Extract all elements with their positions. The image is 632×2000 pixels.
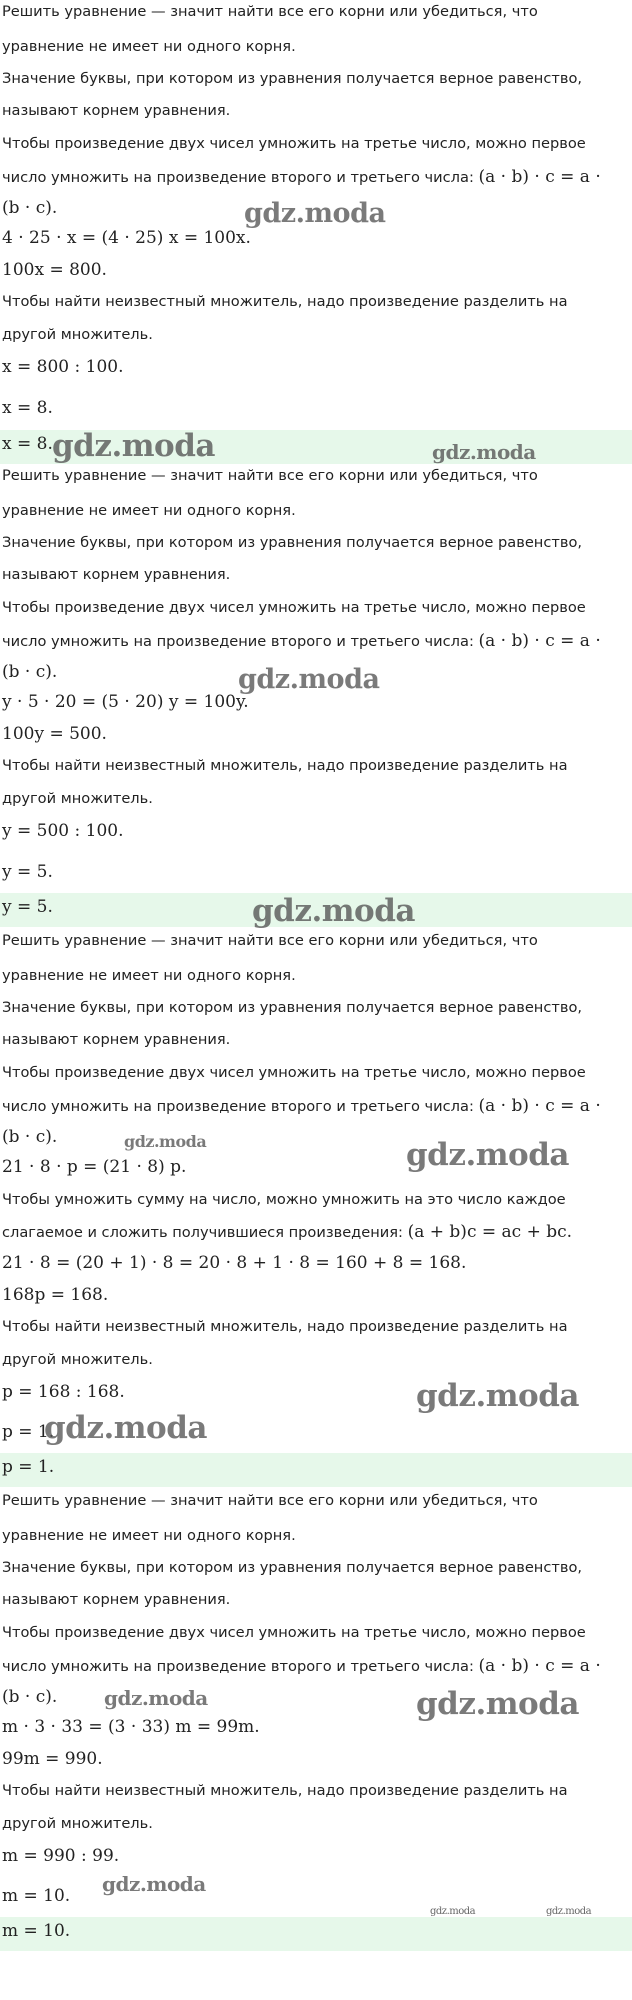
distributive-rule-text: слагаемое и сложить получившиеся произведения: (2, 1224, 403, 1241)
definition-root-line-1: Значение буквы, при котором из уравнения получается верное равенство, (2, 999, 583, 1016)
factor-rule-line-1: Чтобы найти неизвестный множитель, надо произведение разделить на (2, 1318, 568, 1335)
associative-rule-line-1: Чтобы произведение двух чисел умножить на третье число, можно первое (2, 1064, 586, 1081)
definition-root-line-2: называют корнем уравнения. (2, 102, 231, 119)
factor-rule-line-2: другой множитель. (2, 1815, 153, 1832)
solution-2-step-2: 100y = 500. (2, 724, 107, 744)
watermark: gdz.moda (546, 1906, 592, 1917)
watermark: gdz.moda (406, 1137, 569, 1173)
associative-rule-text: число умножить на произведение второго и третьего числа: (2, 633, 474, 650)
watermark: gdz.moda (52, 428, 215, 464)
solution-3-step-1: 21 · 8 · p = (21 · 8) p. (2, 1157, 187, 1177)
solution-4-step-2: 99m = 990. (2, 1749, 103, 1769)
definition-equation-line-1: Решить уравнение — значит найти все его корни или убедиться, что (2, 3, 538, 20)
definition-equation-line-2: уравнение не имеет ни одного корня. (2, 1527, 296, 1544)
distributive-rule-line-1: Чтобы умножить сумму на число, можно умножить на это число каждое (2, 1191, 566, 1208)
solution-3-step-5: p = 1. (2, 1422, 55, 1442)
associative-formula: (a · b) · c = a · (478, 1096, 601, 1116)
factor-rule-line-1: Чтобы найти неизвестный множитель, надо произведение разделить на (2, 757, 568, 774)
definition-equation-line-1: Решить уравнение — значит найти все его корни или убедиться, что (2, 932, 538, 949)
associative-rule-line-2 (0, 1096, 632, 1116)
solution-1-step-2: 100x = 800. (2, 260, 107, 280)
associative-formula-continued: (b · c). (2, 662, 58, 682)
watermark: gdz.moda (104, 1686, 208, 1710)
solution-2-step-1: y · 5 · 20 = (5 · 20) y = 100y. (2, 692, 249, 712)
distributive-rule-line-2 (0, 1222, 632, 1242)
solution-1-step-1: 4 · 25 · x = (4 · 25) x = 100x. (2, 228, 251, 248)
associative-rule-line-1: Чтобы произведение двух чисел умножить на третье число, можно первое (2, 135, 586, 152)
solution-1-step-3: x = 800 : 100. (2, 357, 124, 377)
watermark: gdz.moda (244, 198, 386, 229)
definition-root-line-1: Значение буквы, при котором из уравнения получается верное равенство, (2, 534, 583, 551)
associative-rule-text: число умножить на произведение второго и третьего числа: (2, 169, 474, 186)
watermark: gdz.moda (238, 664, 380, 695)
definition-root-line-2: называют корнем уравнения. (2, 566, 231, 583)
associative-formula-continued: (b · c). (2, 1687, 58, 1707)
definition-root-line-2: называют корнем уравнения. (2, 1031, 231, 1048)
factor-rule-line-1: Чтобы найти неизвестный множитель, надо произведение разделить на (2, 1782, 568, 1799)
associative-rule-line-1: Чтобы произведение двух чисел умножить на третье число, можно первое (2, 1624, 586, 1641)
associative-formula-continued: (b · c). (2, 1127, 58, 1147)
solution-2-step-3: y = 500 : 100. (2, 821, 124, 841)
solution-3-step-3: 168p = 168. (2, 1285, 109, 1305)
solution-4-step-4: m = 10. (2, 1886, 71, 1906)
solution-1-answer: x = 8. (0, 430, 632, 464)
definition-root-line-1: Значение буквы, при котором из уравнения получается верное равенство, (2, 1559, 583, 1576)
watermark: gdz.moda (432, 440, 536, 464)
associative-rule-text: число умножить на произведение второго и третьего числа: (2, 1658, 474, 1675)
associative-rule-line-2 (0, 1656, 632, 1676)
solution-1-step-4: x = 8. (2, 398, 53, 418)
watermark: gdz.moda (44, 1410, 207, 1446)
watermark: gdz.moda (430, 1906, 476, 1917)
factor-rule-line-2: другой множитель. (2, 790, 153, 807)
factor-rule-line-2: другой множитель. (2, 326, 153, 343)
solution-4-step-3: m = 990 : 99. (2, 1846, 120, 1866)
solution-2-answer: y = 5. (0, 893, 632, 927)
associative-rule-text: число умножить на произведение второго и третьего числа: (2, 1098, 474, 1115)
watermark: gdz.moda (102, 1872, 206, 1896)
associative-rule-line-2 (0, 631, 632, 651)
factor-rule-line-1: Чтобы найти неизвестный множитель, надо произведение разделить на (2, 293, 568, 310)
solution-3-step-4: p = 168 : 168. (2, 1382, 125, 1402)
definition-equation-line-2: уравнение не имеет ни одного корня. (2, 967, 296, 984)
associative-rule-line-2 (0, 167, 632, 187)
definition-equation-line-1: Решить уравнение — значит найти все его корни или убедиться, что (2, 467, 538, 484)
solution-4-answer: m = 10. (0, 1917, 632, 1951)
watermark: gdz.moda (124, 1132, 207, 1151)
solution-3-step-2: 21 · 8 = (20 + 1) · 8 = 20 · 8 + 1 · 8 = 160 + 8 = 168. (2, 1253, 467, 1273)
solution-2-step-4: y = 5. (2, 862, 53, 882)
definition-equation-line-2: уравнение не имеет ни одного корня. (2, 502, 296, 519)
solution-3-answer: p = 1. (0, 1453, 632, 1487)
distributive-formula: (a + b)c = ac + bc. (407, 1222, 573, 1242)
associative-rule-line-1: Чтобы произведение двух чисел умножить на третье число, можно первое (2, 599, 586, 616)
associative-formula: (a · b) · c = a · (478, 631, 601, 651)
definition-equation-line-2: уравнение не имеет ни одного корня. (2, 38, 296, 55)
watermark: gdz.moda (252, 893, 415, 929)
watermark: gdz.moda (416, 1686, 579, 1722)
associative-formula: (a · b) · c = a · (478, 167, 601, 187)
definition-root-line-1: Значение буквы, при котором из уравнения получается верное равенство, (2, 70, 583, 87)
factor-rule-line-2: другой множитель. (2, 1351, 153, 1368)
associative-formula: (a · b) · c = a · (478, 1656, 601, 1676)
associative-formula-continued: (b · c). (2, 198, 58, 218)
solution-4-step-1: m · 3 · 33 = (3 · 33) m = 99m. (2, 1717, 260, 1737)
definition-equation-line-1: Решить уравнение — значит найти все его корни или убедиться, что (2, 1492, 538, 1509)
definition-root-line-2: называют корнем уравнения. (2, 1591, 231, 1608)
watermark: gdz.moda (416, 1378, 579, 1414)
